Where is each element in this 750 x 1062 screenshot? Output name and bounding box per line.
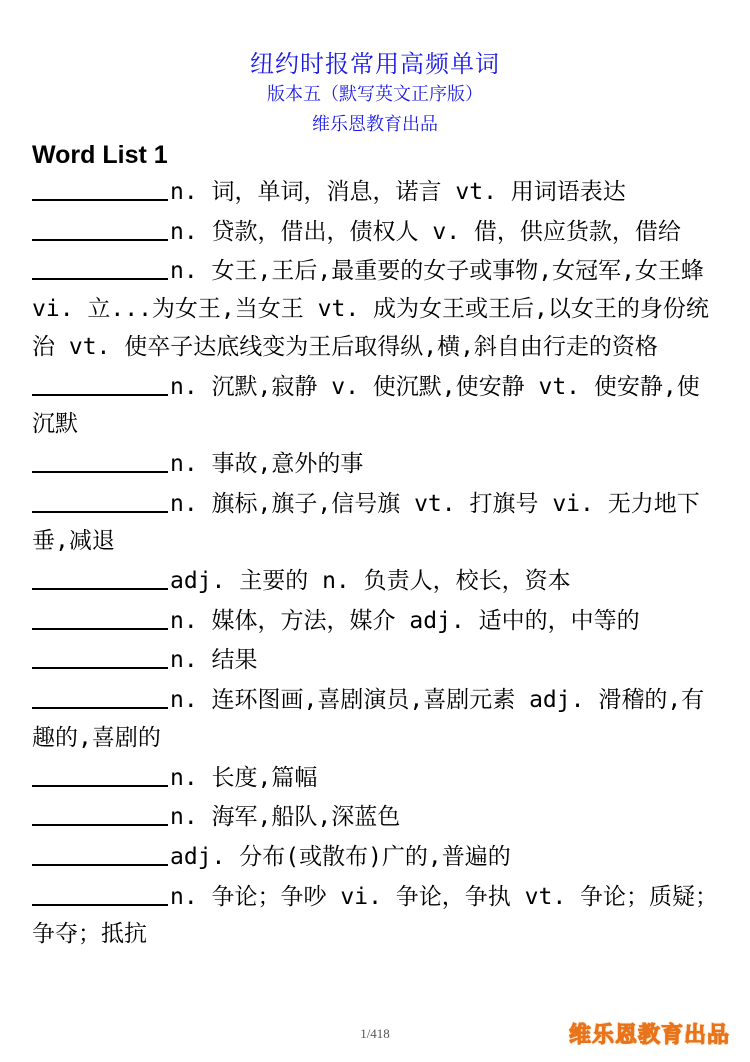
publisher-watermark: 维乐恩教育出品 [568, 1023, 730, 1048]
answer-blank [32, 212, 168, 241]
word-entry [32, 444, 722, 484]
answer-blank [32, 758, 168, 787]
word-entry [32, 172, 722, 212]
entry-definition: n. 事故,意外的事 [170, 450, 364, 477]
word-entry [32, 758, 722, 798]
answer-blank [32, 837, 168, 866]
answer-blank [32, 680, 168, 709]
word-entry [32, 601, 722, 641]
answer-blank [32, 172, 168, 201]
word-entries [32, 172, 722, 954]
answer-blank [32, 251, 168, 280]
word-entry [32, 484, 722, 561]
entry-definition: n. 长度,篇幅 [170, 764, 318, 791]
answer-blank [32, 797, 168, 826]
document-title: 纽约时报常用高频单词 [250, 50, 500, 78]
answer-blank [32, 640, 168, 669]
word-list-title: Word List 1 [32, 141, 168, 169]
entry-definition: n. 媒体，方法，媒介 adj. 适中的，中等的 [170, 607, 640, 634]
page-number: 1/418 [360, 1026, 390, 1041]
word-entry [32, 797, 722, 837]
entry-definition: n. 海军,船队,深蓝色 [170, 804, 401, 831]
answer-blank [32, 601, 168, 630]
entry-definition: n. 争论；争吵 vi. 争论，争执 vt. 争论；质疑；争夺；抵抗 [32, 883, 719, 948]
word-entry [32, 212, 722, 252]
answer-blank [32, 484, 168, 513]
word-entry [32, 640, 722, 680]
answer-blank [32, 561, 168, 590]
entry-definition: adj. 主要的 n. 负责人，校长，资本 [170, 568, 571, 595]
word-entry [32, 680, 722, 757]
entry-definition: n. 女王,王后,最重要的女子或事物,女冠军,女王蜂 vi. 立...为女王,当女王 vt. 成为女王或王后,以女王的身份统治 vt. 使卒子达底线变为王后取得纵,横,斜自由行走的资格 [32, 258, 709, 360]
word-entry [32, 251, 722, 366]
entry-definition: n. 结果 [170, 647, 258, 674]
entry-definition: n. 沉默,寂静 v. 使沉默,使安静 vt. 使安静,使沉默 [32, 373, 700, 438]
answer-blank [32, 444, 168, 473]
word-entry [32, 561, 722, 601]
answer-blank [32, 877, 168, 906]
entry-definition: n. 词，单词，消息，诺言 vt. 用词语表达 [170, 179, 626, 205]
answer-blank [32, 367, 168, 396]
document-subtitle: 版本五（默写英文正序版） [267, 84, 483, 105]
entry-definition: n. 旗标,旗子,信号旗 vt. 打旗号 vi. 无力地下垂,减退 [32, 490, 700, 555]
word-entry [32, 877, 722, 954]
publisher-line: 维乐恩教育出品 [312, 114, 438, 135]
word-entry [32, 837, 722, 877]
entry-definition: adj. 分布(或散布)广的,普遍的 [170, 843, 511, 870]
entry-definition: n. 贷款，借出，债权人 v. 借，供应货款，借给 [170, 218, 681, 245]
entry-definition: n. 连环图画,喜剧演员,喜剧元素 adj. 滑稽的,有趣的,喜剧的 [32, 687, 705, 751]
word-entry [32, 367, 722, 444]
